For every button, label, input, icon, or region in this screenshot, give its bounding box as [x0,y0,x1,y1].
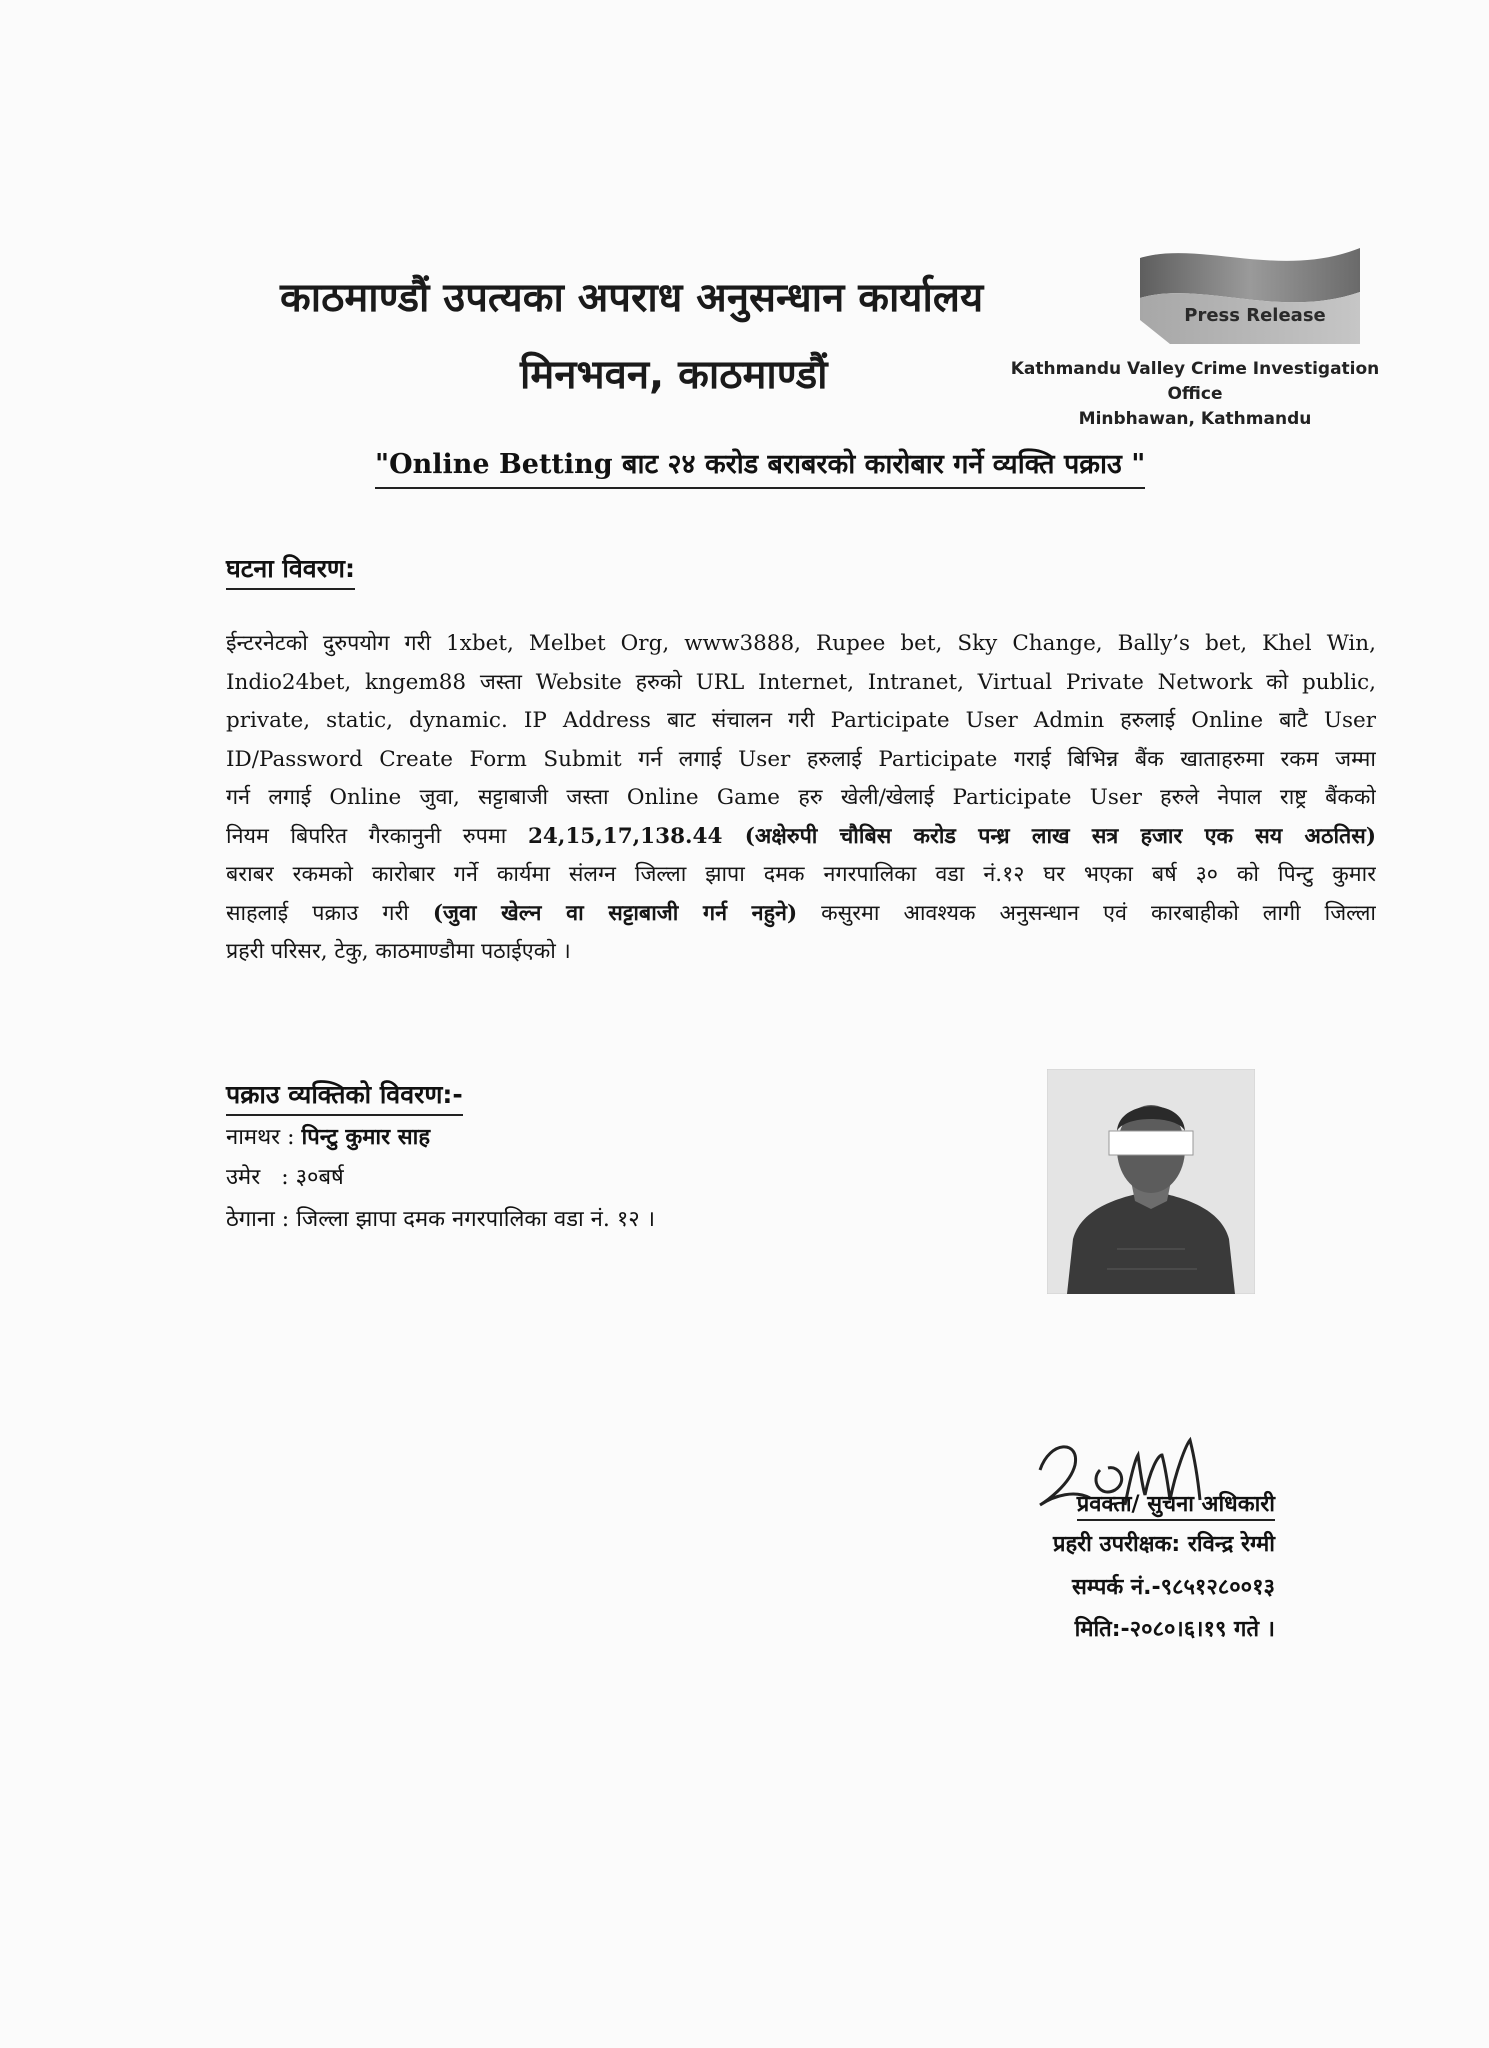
incident-line: प्रहरी परिसर, टेकु, काठमाण्डौमा पठाईएको । [226,939,571,964]
incident-section-title: घटना विवरण: [226,551,355,590]
office-name-nepali: काठमाण्डौं उपत्यका अपराध अनुसन्धान कार्यालय [280,275,984,321]
incident-line-8-prefix: साहलाई पक्राउ गरी [226,900,433,926]
incident-line: बराबर रकमको कारोबार गर्ने कार्यमा संलग्न जिल्ला झापा दमक नगरपालिका वडा नं.१२ घर भएका बर्ष ३० को पिन्टु कुमार [226,862,1376,887]
incident-line: ID/Password Create Form Submit गर्न लगाई User हरुलाई Participate गराई बिभिन्न बैंक खाताहरुमा रकम जम्मा [226,746,1376,772]
incident-line-8-suffix: कसुरमा आवश्यक अनुसन्धान एवं कारबाहीको लागी जिल्ला [797,900,1376,926]
office-location-nepali: मिनभवन, काठमाण्डौं [520,352,828,398]
spokesperson-title [975,1488,1275,1518]
age-label: उमेर : [226,1165,289,1190]
officer-name: प्रहरी उपरीक्षक: रविन्द्र रेग्मी [1052,1532,1275,1557]
headline: "Online Betting बाट २४ करोड बराबरको कारोबार गर्ने व्यक्ति पक्राउ " [375,444,1145,489]
address-value: जिल्ला झापा दमक नगरपालिका वडा नं. १२ । [296,1207,656,1232]
incident-line [226,895,1376,934]
spokesperson-title-text: प्रवक्ता/ सुचना अधिकारी [1077,1492,1275,1521]
office-name-english-line: Kathmandu Valley Crime Investigation Office [1010,359,1380,404]
incident-line: ईन्टरनेटको दुरुपयोग गरी 1xbet, Melbet Org, www3888, Rupee bet, Sky Change, Bally’s bet, Khel Win, [226,631,1376,656]
office-name-english [1000,357,1390,432]
incident-line-6-prefix: नियम बिपरित गैरकानुनी रुपमा [226,823,528,849]
suspect-photo [1047,1069,1255,1294]
detail-age [226,1161,344,1191]
name-label: नामथर : [226,1125,295,1150]
detail-address [226,1203,655,1233]
incident-line: गर्न लगाई Online जुवा, सट्टाबाजी जस्ता Online Game हरु खेली/खेलाई Participate User हरुले नेपाल राष्ट्र बैंकको [226,785,1376,810]
age-value: ३०बर्ष [295,1165,344,1190]
incident-line [226,818,1376,857]
incident-line: Indio24bet, kngem88 जस्ता Website हरुको URL Internet, Intranet, Virtual Private Network को public, [226,669,1376,695]
release-date: मिति:-२०८०।६।१९ गते । [1074,1617,1275,1642]
press-release-label: Press Release [1184,305,1326,326]
offense-description: (जुवा खेल्न वा सट्टाबाजी गर्न नहुने) [432,900,798,926]
contact-number: सम्पर्क नं.-९८५१२८००१३ [1071,1575,1275,1600]
name-value: पिन्टु कुमार साह [301,1124,431,1150]
arrested-section-title: पक्राउ व्यक्तिको विवरण:- [226,1077,463,1116]
detail-name [226,1121,430,1151]
transaction-amount: 24,15,17,138.44 (अक्षेरुपी चौबिस करोड पन्ध्र लाख सत्र हजार एक सय अठतिस) [527,823,1376,849]
press-release-badge [1140,240,1360,352]
office-location-english-line: Minbhawan, Kathmandu [1078,409,1312,429]
incident-line: private, static, dynamic. IP Address बाट संचालन गरी Participate User Admin हरुलाई Online बाटै User [226,708,1376,733]
address-label: ठेगाना : [226,1207,290,1232]
incident-body [226,625,1376,972]
